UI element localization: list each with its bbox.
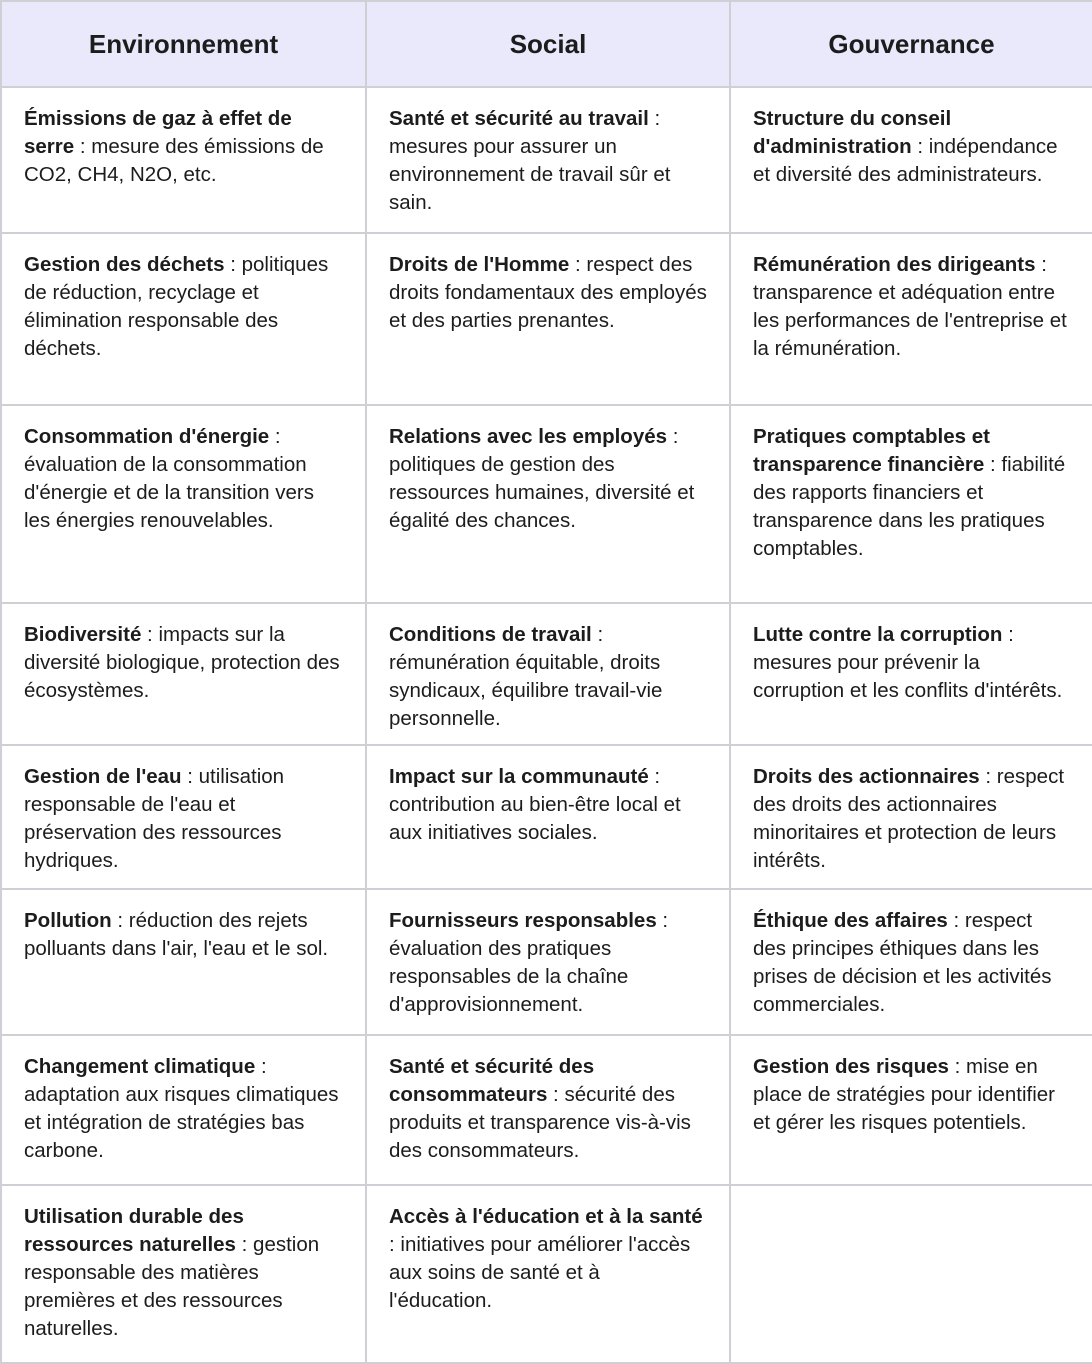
cell-title: Droits des actionnaires (753, 765, 980, 788)
table-row (1, 603, 1092, 745)
empty-cell (730, 1185, 1092, 1363)
table-row (1, 405, 1092, 603)
table-cell (366, 603, 730, 745)
cell-description: : mise en place de stratégies pour identifier et gérer les risques potentiels. (753, 1055, 1055, 1134)
cell-description: : réduction des rejets polluants dans l'air, l'eau et le sol. (24, 909, 329, 960)
table-cell (366, 405, 730, 603)
table-cell (366, 1185, 730, 1363)
cell-title: Santé et sécurité au travail (389, 107, 649, 130)
cell-description: : politiques de réduction, recyclage et élimination responsable des déchets. (24, 253, 329, 360)
cell-title: Éthique des affaires (753, 909, 948, 932)
cell-title: Biodiversité (24, 623, 142, 646)
table-cell (1, 603, 366, 745)
cell-description: : mesure des émissions de CO2, CH4, N2O, etc. (24, 135, 324, 186)
cell-description: : contribution au bien-être local et aux initiatives sociales. (389, 765, 681, 844)
cell-title: Fournisseurs responsables (389, 909, 657, 932)
column-header-social: Social (366, 1, 730, 87)
table-row (1, 233, 1092, 405)
cell-title: Structure du conseil d'administration (753, 107, 952, 158)
table-cell (366, 87, 730, 233)
cell-description: : fiabilité des rapports financiers et transparence dans les pratiques comptables. (753, 453, 1066, 560)
cell-title: Conditions de travail (389, 623, 592, 646)
cell-title: Changement climatique (24, 1055, 256, 1078)
cell-title: Pratiques comptables et transparence financière (753, 425, 990, 476)
table-header (1, 1, 1092, 87)
table-cell (1, 405, 366, 603)
cell-description: : politiques de gestion des ressources humaines, diversité et égalité des chances. (389, 425, 695, 532)
cell-description: : utilisation responsable de l'eau et préservation des ressources hydriques. (24, 765, 285, 872)
table-cell (366, 233, 730, 405)
table-cell (366, 889, 730, 1035)
cell-title: Lutte contre la corruption (753, 623, 1003, 646)
table-cell (730, 233, 1092, 405)
cell-title: Gestion de l'eau (24, 765, 182, 788)
cell-title: Accès à l'éducation et à la santé (389, 1205, 703, 1228)
column-header-gouvernance: Gouvernance (730, 1, 1092, 87)
table-cell (1, 1185, 366, 1363)
cell-title: Relations avec les employés (389, 425, 668, 448)
table-cell (1, 87, 366, 233)
table-cell (730, 1035, 1092, 1185)
table-cell (730, 405, 1092, 603)
cell-title: Consommation d'énergie (24, 425, 270, 448)
table-row (1, 87, 1092, 233)
table-cell (730, 889, 1092, 1035)
table-cell (1, 1035, 366, 1185)
table-cell (730, 87, 1092, 233)
cell-description: : indépendance et diversité des administrateurs. (753, 135, 1058, 186)
table-cell (1, 889, 366, 1035)
cell-title: Gestion des risques (753, 1055, 949, 1078)
table-row (1, 889, 1092, 1035)
cell-description: : initiatives pour améliorer l'accès aux soins de santé et à l'éducation. (389, 1233, 691, 1312)
cell-title: Émissions de gaz à effet de serre (24, 107, 292, 158)
cell-description: : respect des droits fondamentaux des employés et des parties prenantes. (389, 253, 707, 332)
cell-description: : gestion responsable des matières premières et des ressources naturelles. (24, 1233, 320, 1340)
table-row (1, 1185, 1092, 1363)
cell-title: Droits de l'Homme (389, 253, 570, 276)
cell-description: : respect des principes éthiques dans les prises de décision et les activités commerciales. (753, 909, 1052, 1016)
cell-description: : sécurité des produits et transparence vis-à-vis des consommateurs. (389, 1083, 691, 1162)
cell-title: Impact sur la communauté (389, 765, 649, 788)
table-cell (1, 233, 366, 405)
table-cell (1, 745, 366, 889)
cell-description: : impacts sur la diversité biologique, protection des écosystèmes. (24, 623, 340, 702)
table-cell (730, 603, 1092, 745)
cell-description: : respect des droits des actionnaires minoritaires et protection de leurs intérêts. (753, 765, 1065, 872)
table-cell (366, 1035, 730, 1185)
cell-title: Santé et sécurité des consommateurs (389, 1055, 595, 1106)
cell-description: : rémunération équitable, droits syndicaux, équilibre travail-vie personnelle. (389, 623, 663, 730)
table-body (1, 87, 1092, 1363)
table-cell (730, 745, 1092, 889)
cell-title: Utilisation durable des ressources naturelles (24, 1205, 244, 1256)
cell-description: : évaluation des pratiques responsables de la chaîne d'approvisionnement. (389, 909, 669, 1016)
cell-description: : adaptation aux risques climatiques et intégration de stratégies bas carbone. (24, 1055, 339, 1162)
cell-title: Rémunération des dirigeants (753, 253, 1036, 276)
column-header-environnement: Environnement (1, 1, 366, 87)
cell-description: : évaluation de la consommation d'énergie et de la transition vers les énergies renouvelables. (24, 425, 314, 532)
table-cell (366, 745, 730, 889)
cell-description: : mesures pour prévenir la corruption et les conflits d'intérêts. (753, 623, 1063, 702)
cell-title: Pollution (24, 909, 112, 932)
cell-description: : mesures pour assurer un environnement de travail sûr et sain. (389, 107, 671, 214)
cell-description: : transparence et adéquation entre les performances de l'entreprise et la rémunération. (753, 253, 1067, 360)
header-row (1, 1, 1092, 87)
table-row (1, 1035, 1092, 1185)
cell-title: Gestion des déchets (24, 253, 225, 276)
table-row (1, 745, 1092, 889)
